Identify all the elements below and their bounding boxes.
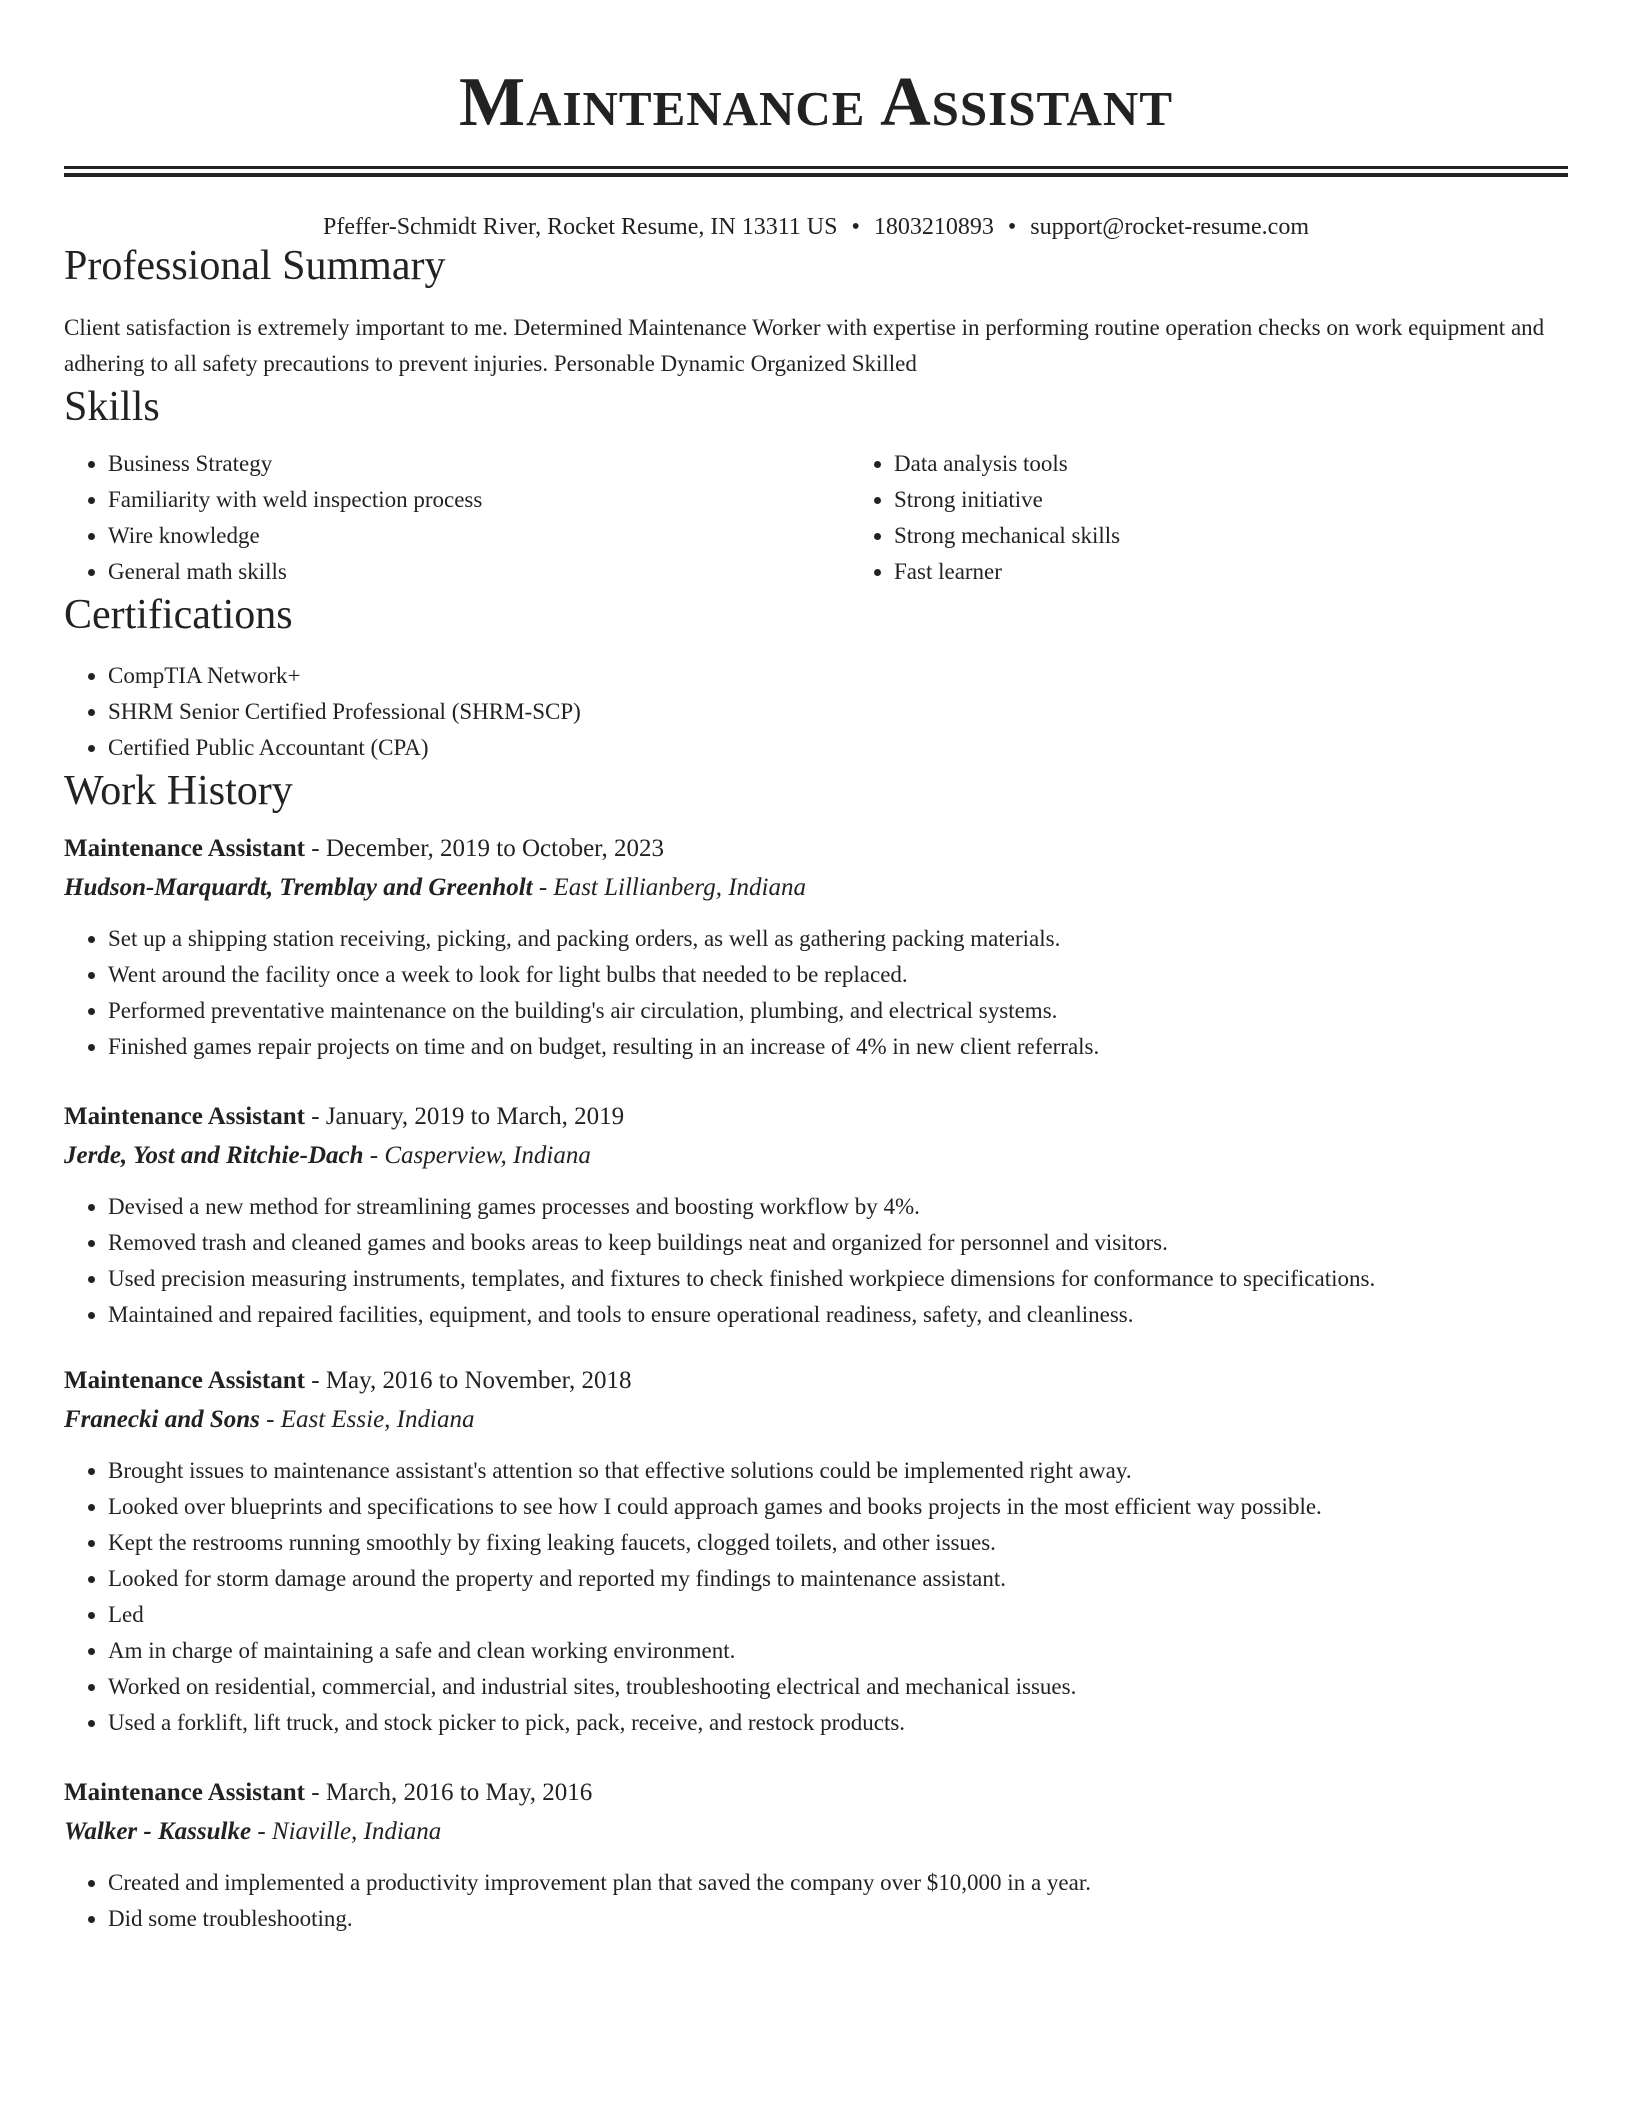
job-bullet: • Devised a new method for streamlining games processes and boosting workflow by 4%. — [108, 1189, 1568, 1225]
job-role: Maintenance Assistant — [64, 1779, 305, 1806]
job-bullets — [64, 1453, 1568, 1741]
job-company: Walker - Kassulke — [64, 1818, 252, 1845]
job-bullet: • Led — [108, 1597, 1568, 1633]
job-location: East Lillianberg, Indiana — [553, 874, 806, 901]
contact-phone: 1803210893 — [873, 214, 994, 240]
job-role: Maintenance Assistant — [64, 835, 305, 862]
contact-separator: • — [1007, 214, 1017, 240]
skills-list-right — [850, 446, 1632, 590]
job-bullet: • Finished games repair projects on time and on budget, resulting in an increase of 4% in new client referrals. — [108, 1029, 1568, 1065]
skill-item: • Strong initiative — [894, 482, 1632, 518]
job-location: East Essie, Indiana — [280, 1406, 475, 1433]
job-bullet: • Looked for storm damage around the property and reported my findings to maintenance assistant. — [108, 1561, 1568, 1597]
job-location: Niaville, Indiana — [271, 1818, 442, 1845]
job-location: Casperview, Indiana — [384, 1142, 591, 1169]
job-dash: - — [363, 1142, 385, 1169]
job-bullets — [64, 921, 1568, 1065]
job-dash: - — [532, 874, 554, 901]
skill-item: • Familiarity with weld inspection process — [108, 482, 850, 518]
title-divider — [64, 166, 1568, 177]
job-company-line — [64, 1813, 1568, 1851]
job-bullet: • Maintained and repaired facilities, equipment, and tools to ensure operational readiness, safety, and cleanliness. — [108, 1297, 1568, 1333]
skills-heading: Skills — [64, 384, 160, 430]
job-dates: December, 2019 to October, 2023 — [325, 835, 664, 862]
job-dash: - — [259, 1406, 281, 1433]
job-entry — [64, 1361, 1568, 1741]
job-bullet: • Brought issues to maintenance assistant's attention so that effective solutions could be implemented right away. — [108, 1453, 1568, 1489]
job-bullet: • Used precision measuring instruments, templates, and fixtures to check finished workpiece dimensions for conformance to specifications. — [108, 1261, 1568, 1297]
job-dash: - — [304, 1367, 326, 1394]
job-company: Hudson-Marquardt, Tremblay and Greenholt — [64, 874, 533, 901]
work-history-heading: Work History — [64, 768, 293, 814]
job-bullets — [64, 1865, 1568, 1937]
resume-title: Maintenance Assistant — [458, 64, 1174, 141]
job-bullet: • Am in charge of maintaining a safe and clean working environment. — [108, 1633, 1568, 1669]
skill-item: • Wire knowledge — [108, 518, 850, 554]
job-entry — [64, 1097, 1568, 1333]
job-bullet: • Went around the facility once a week to look for light bulbs that needed to be replaced. — [108, 957, 1568, 993]
job-company: Franecki and Sons — [64, 1406, 260, 1433]
certification-item: • SHRM Senior Certified Professional (SHRM-SCP) — [108, 694, 1568, 730]
job-bullet: • Worked on residential, commercial, and industrial sites, troubleshooting electrical and mechanical issues. — [108, 1669, 1568, 1705]
skill-item: • Strong mechanical skills — [894, 518, 1632, 554]
job-entry — [64, 1773, 1568, 1937]
contact-line — [64, 213, 1568, 241]
job-role: Maintenance Assistant — [64, 1103, 305, 1130]
job-bullet: • Used a forklift, lift truck, and stock picker to pick, pack, receive, and restock products. — [108, 1705, 1568, 1741]
work-history-section — [64, 766, 1568, 1937]
job-dash: - — [304, 835, 326, 862]
job-bullet: • Removed trash and cleaned games and books areas to keep buildings neat and organized for personnel and visitors. — [108, 1225, 1568, 1261]
certification-item: • Certified Public Accountant (CPA) — [108, 730, 1568, 766]
skill-item: • Business Strategy — [108, 446, 850, 482]
job-company: Jerde, Yost and Ritchie-Dach — [64, 1142, 364, 1169]
summary-section — [64, 241, 1568, 382]
contact-address: Pfeffer-Schmidt River, Rocket Resume, IN 13311 US — [323, 214, 838, 240]
skill-item: • General math skills — [108, 554, 850, 590]
skills-section — [64, 382, 1568, 590]
summary-text: Client satisfaction is extremely important to me. Determined Maintenance Worker with expertise in performing routine operation checks on work equipment and adhering to all safety precautions to prevent injuries. Personable Dynamic Organized Skilled — [64, 315, 1545, 376]
job-title-line — [64, 1773, 1568, 1813]
job-bullet: • Kept the restrooms running smoothly by fixing leaking faucets, clogged toilets, and other issues. — [108, 1525, 1568, 1561]
skill-item: • Fast learner — [894, 554, 1632, 590]
job-dash: - — [304, 1103, 326, 1130]
job-company-line — [64, 1401, 1568, 1439]
job-bullet: • Set up a shipping station receiving, picking, and packing orders, as well as gathering packing materials. — [108, 921, 1568, 957]
job-company-line — [64, 1137, 1568, 1175]
summary-heading: Professional Summary — [64, 243, 446, 289]
job-dates: January, 2019 to March, 2019 — [325, 1103, 625, 1130]
job-role: Maintenance Assistant — [64, 1367, 305, 1394]
job-title-line — [64, 1097, 1568, 1137]
job-entry — [64, 829, 1568, 1065]
certifications-heading: Certifications — [64, 592, 293, 638]
job-bullet: • Created and implemented a productivity improvement plan that saved the company over $10,000 in a year. — [108, 1865, 1568, 1901]
job-bullet: • Looked over blueprints and specifications to see how I could approach games and books projects in the most efficient way possible. — [108, 1489, 1568, 1525]
job-dash: - — [304, 1779, 326, 1806]
certifications-list — [64, 658, 1568, 766]
skills-list-left — [64, 446, 850, 590]
job-bullet: • Performed preventative maintenance on the building's air circulation, plumbing, and electrical systems. — [108, 993, 1568, 1029]
skills-grid — [64, 446, 1568, 590]
job-bullet: • Did some troubleshooting. — [108, 1901, 1568, 1937]
certifications-section — [64, 590, 1568, 766]
job-dates: March, 2016 to May, 2016 — [325, 1779, 593, 1806]
job-dates: May, 2016 to November, 2018 — [325, 1367, 632, 1394]
contact-email: support@rocket-resume.com — [1030, 214, 1309, 240]
job-title-line — [64, 1361, 1568, 1401]
job-dash: - — [251, 1818, 272, 1845]
job-title-line — [64, 829, 1568, 869]
job-bullets — [64, 1189, 1568, 1333]
contact-separator: • — [851, 214, 860, 240]
skill-item: • Data analysis tools — [894, 446, 1632, 482]
certification-item: • CompTIA Network+ — [108, 658, 1568, 694]
job-company-line — [64, 869, 1568, 907]
